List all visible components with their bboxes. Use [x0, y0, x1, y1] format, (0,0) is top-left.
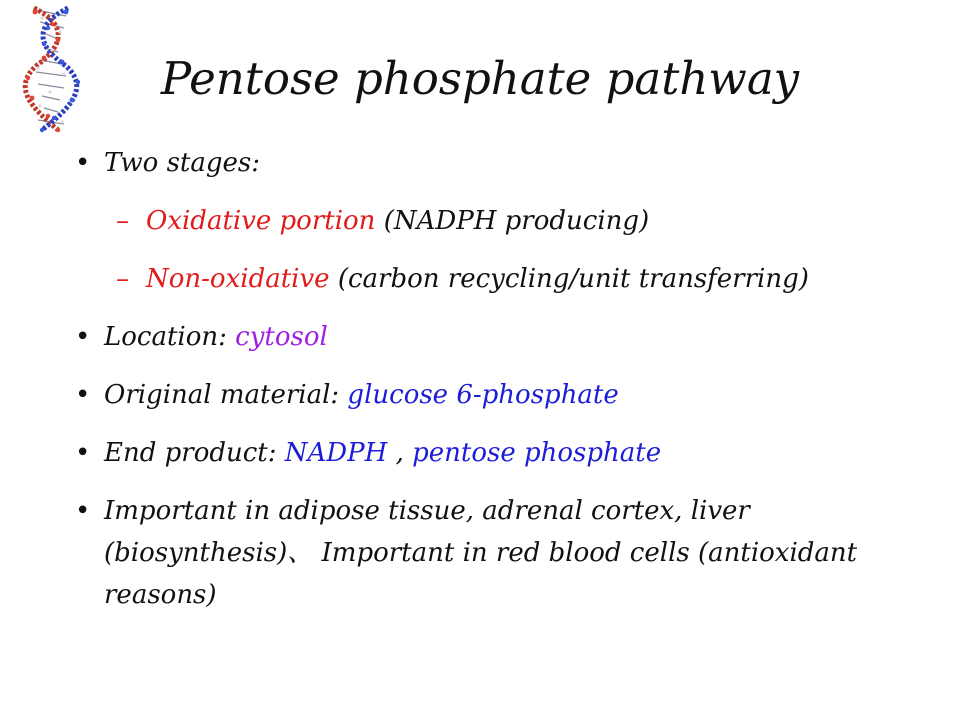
material-value: glucose 6-phosphate	[347, 380, 619, 410]
bullet-text: Two stages:	[104, 148, 261, 178]
bullet-marker: •	[75, 380, 91, 410]
dash-marker: –	[116, 206, 129, 236]
non-oxidative-highlight: Non-oxidative	[146, 264, 330, 294]
slide-title: Pentose phosphate pathway	[160, 52, 800, 105]
bullet-marker: •	[75, 438, 91, 468]
oxidative-detail: (NADPH producing)	[375, 206, 650, 236]
non-oxidative-detail: (carbon recycling/unit transferring)	[329, 264, 809, 294]
bullet-marker: •	[75, 148, 91, 178]
oxidative-highlight: Oxidative portion	[146, 206, 376, 236]
bullet-list	[72, 142, 902, 632]
bullet-marker: •	[75, 496, 91, 526]
bullet-importance	[72, 490, 902, 616]
product-label: End product:	[104, 438, 285, 468]
bullet-location	[72, 316, 902, 358]
product-value-pentose: pentose phosphate	[412, 438, 662, 468]
bullet-original-material	[72, 374, 902, 416]
product-value-nadph: NADPH	[284, 438, 388, 468]
bullet-end-product	[72, 432, 902, 474]
dash-marker: –	[116, 264, 129, 294]
location-value: cytosol	[235, 322, 328, 352]
importance-text: Important in adipose tissue, adrenal cortex, liver (biosynthesis)、 Important in red blood cells (antioxidant reasons)	[104, 496, 858, 610]
bullet-two-stages	[72, 142, 902, 184]
product-separator: ,	[387, 438, 413, 468]
sub-bullet-oxidative	[72, 200, 902, 242]
bullet-marker: •	[75, 322, 91, 352]
sub-bullet-non-oxidative	[72, 258, 902, 300]
material-label: Original material:	[104, 380, 348, 410]
location-label: Location:	[104, 322, 236, 352]
